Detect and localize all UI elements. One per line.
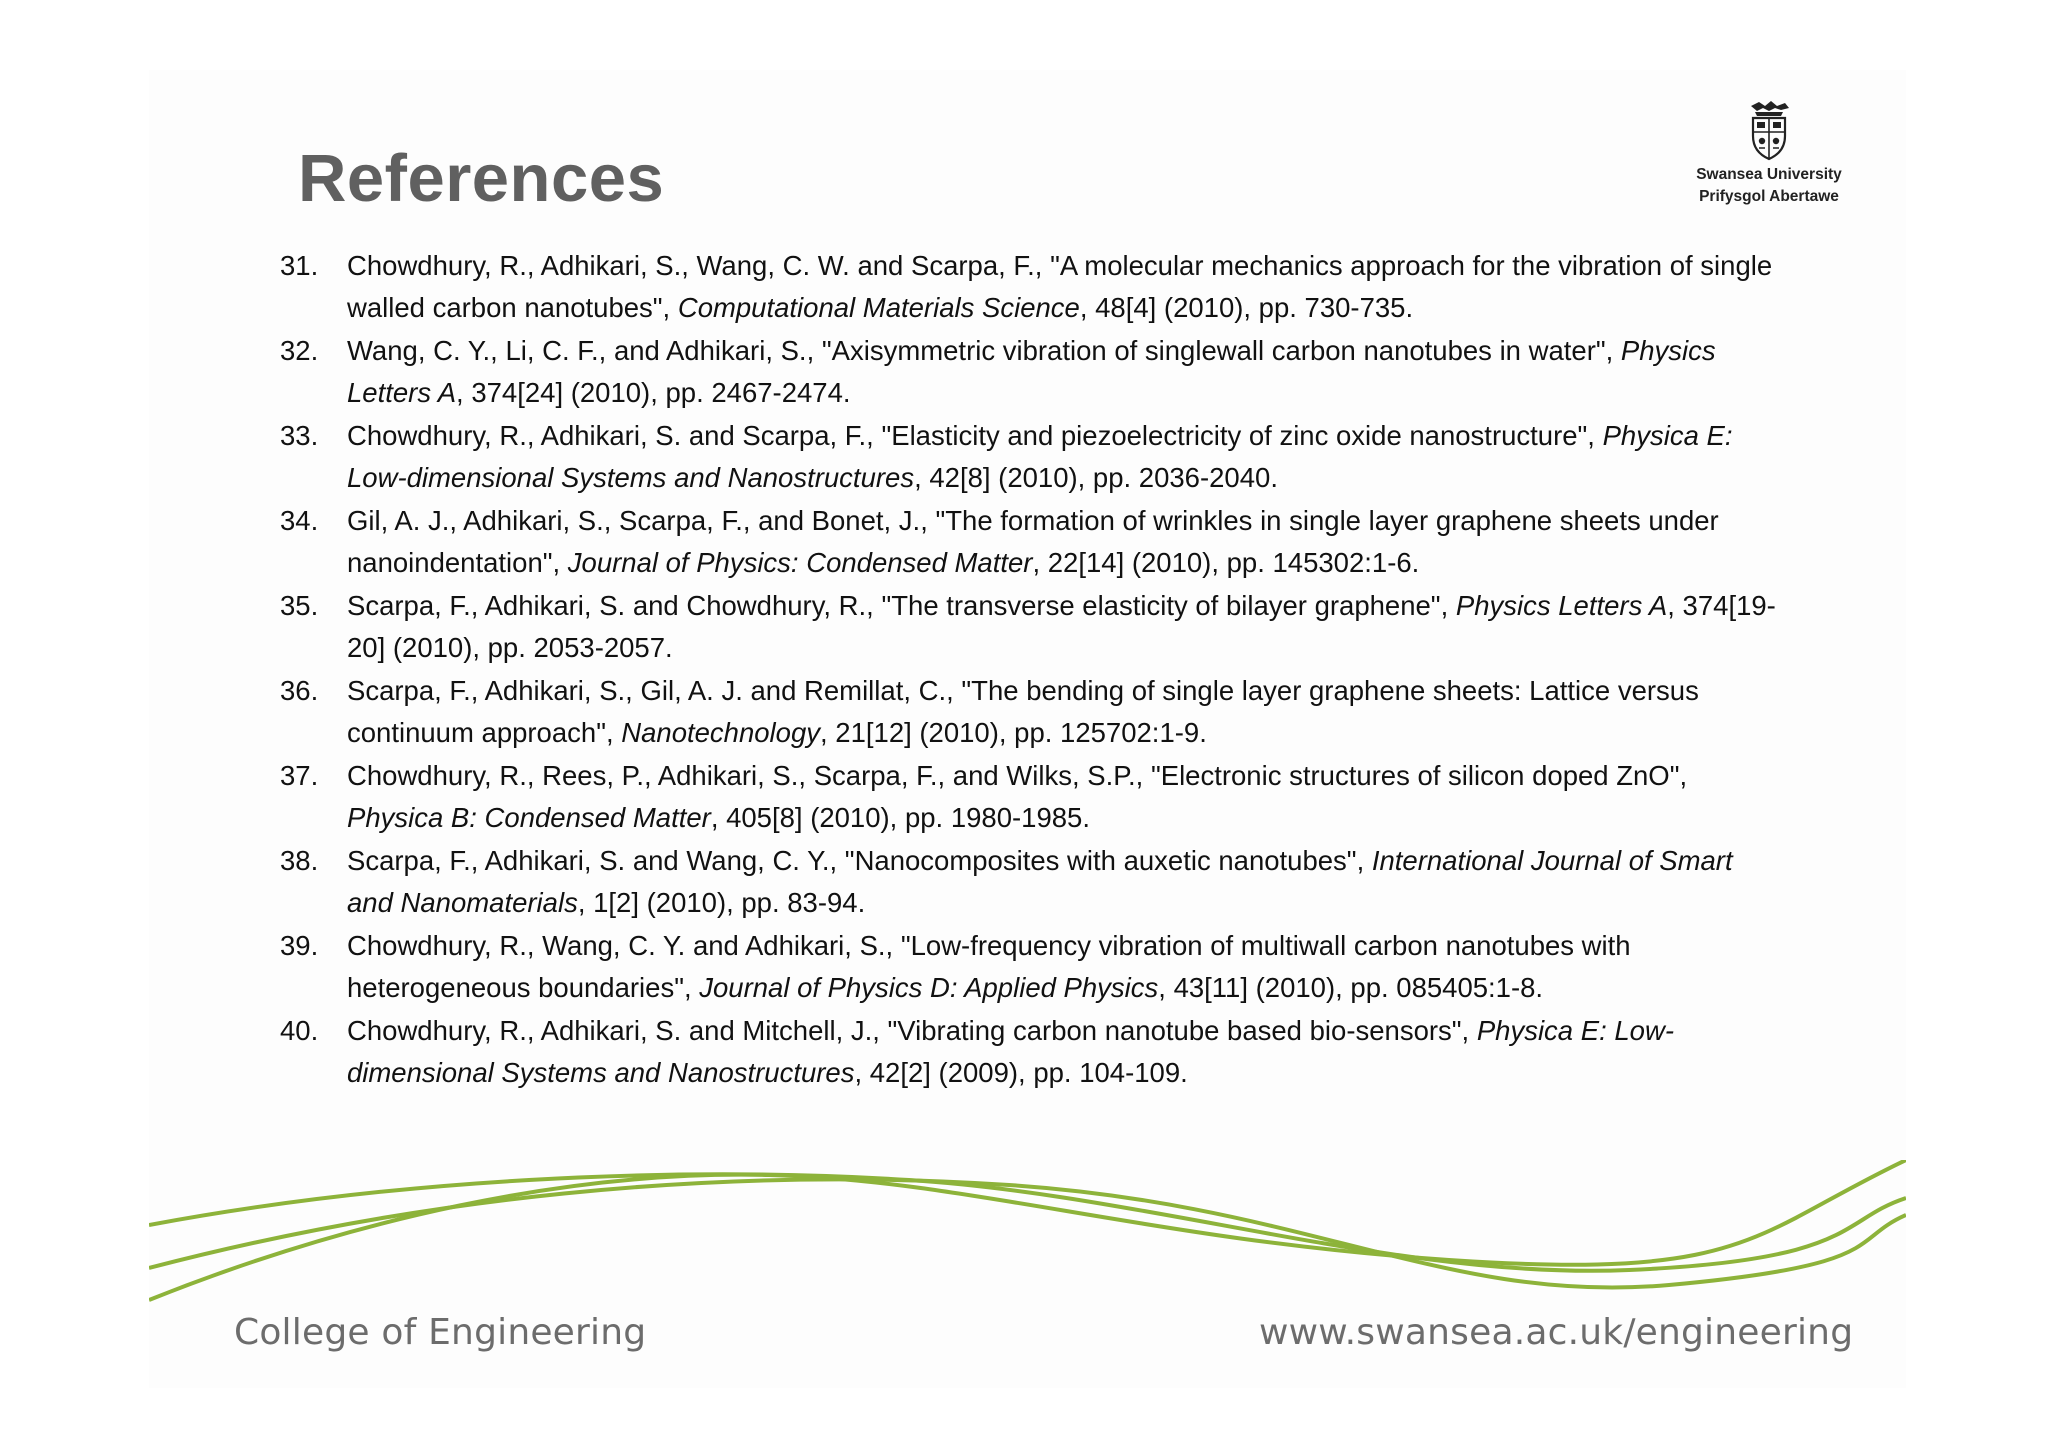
reference-text (347, 670, 1780, 754)
reference-segment: , 42[8] (2010), pp. 2036-2040. (914, 462, 1278, 493)
reference-segment: Scarpa, F., Adhikari, S. and Chowdhury, R., "The transverse elasticity of bilayer graphene", (347, 590, 1456, 621)
reference-item (280, 245, 1780, 329)
reference-segment: Wang, C. Y., Li, C. F., and Adhikari, S., "Axisymmetric vibration of singlewall carbon nanotubes in water", (347, 335, 1621, 366)
reference-text (347, 840, 1780, 924)
logo-line-english: Swansea University (1696, 166, 1842, 183)
reference-segment: , 374[24] (2010), pp. 2467-2474. (456, 377, 851, 408)
reference-segment: , 22[14] (2010), pp. 145302:1-6. (1032, 547, 1420, 578)
reference-number: 35. (280, 590, 319, 621)
swansea-crest-icon (1741, 98, 1797, 162)
reference-segment: , 42[2] (2009), pp. 104-109. (854, 1057, 1188, 1088)
decorative-waves (149, 1160, 1906, 1310)
reference-text (347, 1010, 1780, 1094)
reference-number: 40. (280, 1015, 319, 1046)
reference-text (347, 500, 1780, 584)
reference-segment: , 374[19-20] (2010), pp. 2053-2057. (347, 590, 1776, 663)
reference-journal: Journal of Physics D: Applied Physics (699, 972, 1159, 1003)
reference-journal: Nanotechnology (621, 717, 821, 748)
reference-text (347, 925, 1780, 1009)
reference-item (280, 500, 1780, 584)
reference-segment: Scarpa, F., Adhikari, S., Gil, A. J. and Remillat, C., "The bending of single layer graphene sheets: Lattice versus continuum approach", (347, 675, 1699, 748)
university-logo (1680, 98, 1858, 206)
reference-segment: Chowdhury, R., Wang, C. Y. and Adhikari, S., "Low-frequency vibration of multiwall carbon nanotubes with heterogeneous boundaries", (347, 930, 1631, 1003)
reference-item (280, 925, 1780, 1009)
reference-number: 36. (280, 675, 319, 706)
reference-segment: Chowdhury, R., Adhikari, S., Wang, C. W. and Scarpa, F., "A molecular mechanics approach for the vibration of single walled carbon nanotubes", (347, 250, 1773, 323)
reference-number: 31. (280, 250, 319, 281)
reference-number: 37. (280, 760, 319, 791)
reference-segment: , 405[8] (2010), pp. 1980-1985. (710, 802, 1090, 833)
reference-number: 38. (280, 845, 319, 876)
reference-journal: Physica E: Low-dimensional Systems and Nanostructures (347, 420, 1733, 493)
reference-segment: Gil, A. J., Adhikari, S., Scarpa, F., and Bonet, J., "The formation of wrinkles in single layer graphene sheets under nanoindentation", (347, 505, 1719, 578)
footer-website-url[interactable]: www.swansea.ac.uk/engineering (1259, 1312, 1854, 1353)
reference-segment: Chowdhury, R., Adhikari, S. and Scarpa, F., "Elasticity and piezoelectricity of zinc oxide nanostructure", (347, 420, 1603, 451)
reference-text (347, 755, 1780, 839)
reference-segment: , 21[12] (2010), pp. 125702:1-9. (820, 717, 1207, 748)
reference-text (347, 330, 1780, 414)
reference-journal: Physica E: Low-dimensional Systems and Nanostructures (347, 1015, 1674, 1088)
reference-segment: Chowdhury, R., Adhikari, S. and Mitchell, J., "Vibrating carbon nanotube based bio-sensors", (347, 1015, 1477, 1046)
reference-text (347, 585, 1780, 669)
reference-journal: Physics Letters A (347, 335, 1716, 408)
reference-number: 34. (280, 505, 319, 536)
reference-item (280, 330, 1780, 414)
reference-item (280, 840, 1780, 924)
slide (149, 70, 1906, 1388)
reference-segment: , 48[4] (2010), pp. 730-735. (1079, 292, 1414, 323)
reference-journal: Computational Materials Science (677, 292, 1080, 323)
footer-college-name: College of Engineering (234, 1312, 647, 1353)
reference-journal: International Journal of Smart and Nanomaterials (347, 845, 1733, 918)
reference-item (280, 415, 1780, 499)
reference-journal: Physics Letters A (1455, 590, 1668, 621)
reference-item (280, 670, 1780, 754)
reference-segment: , 1[2] (2010), pp. 83-94. (577, 887, 866, 918)
logo-line-welsh: Prifysgol Abertawe (1699, 188, 1839, 205)
reference-journal: Journal of Physics: Condensed Matter (567, 547, 1033, 578)
reference-list (280, 245, 1780, 1095)
reference-item (280, 585, 1780, 669)
reference-item (280, 1010, 1780, 1094)
reference-segment: , 43[11] (2010), pp. 085405:1-8. (1158, 972, 1544, 1003)
reference-text (347, 415, 1780, 499)
reference-number: 39. (280, 930, 319, 961)
reference-segment: Chowdhury, R., Rees, P., Adhikari, S., Scarpa, F., and Wilks, S.P., "Electronic structures of silicon doped ZnO", (347, 760, 1688, 791)
reference-journal: Physica B: Condensed Matter (347, 802, 711, 833)
reference-number: 33. (280, 420, 319, 451)
reference-segment: Scarpa, F., Adhikari, S. and Wang, C. Y., "Nanocomposites with auxetic nanotubes", (347, 845, 1372, 876)
reference-item (280, 755, 1780, 839)
reference-text (347, 245, 1780, 329)
page-title: References (298, 141, 665, 216)
reference-number: 32. (280, 335, 319, 366)
